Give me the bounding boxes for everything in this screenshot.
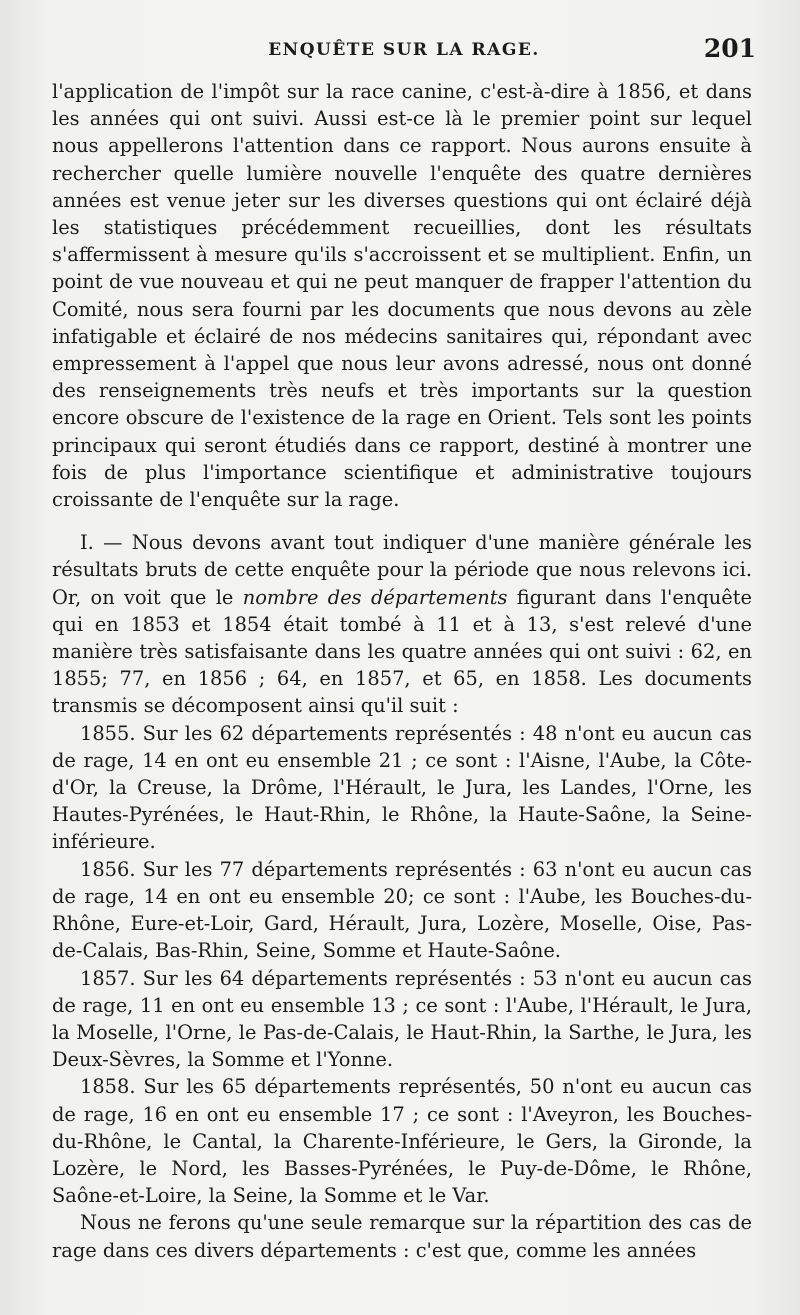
year-1858-paragraph: 1858. Sur les 65 départements représentés, 50 n'ont eu aucun cas de rage, 16 en ont eu ensemble 17 ; ce sont : l'Aveyron, les Bouches-du-Rhône, le Cantal, la Charente-Inférieure, le Gers, la Gironde, la Lozère, le Nord, les Basses-Pyrénées, le Puy-de-Dôme, le Rhône, Saône-et-Loire, la Seine, la Somme et le Var.	[52, 1075, 752, 1208]
page-body	[52, 78, 752, 1264]
section-1-paragraph	[52, 529, 752, 719]
year-1856-paragraph: 1856. Sur les 77 départements représentés : 63 n'ont eu aucun cas de rage, 14 en ont eu ensemble 20; ce sont : l'Aube, les Bouches-du-Rhône, Eure-et-Loir, Gard, Hérault, Jura, Lozère, Moselle, Oise, Pas-de-Calais, Bas-Rhin, Seine, Somme et Haute-Saône.	[52, 857, 752, 963]
year-1857-paragraph: 1857. Sur les 64 départements représentés : 53 n'ont eu aucun cas de rage, 11 en ont eu ensemble 13 ; ce sont : l'Aube, l'Hérault, le Jura, la Moselle, l'Orne, le Pas-de-Calais, le Haut-Rhin, la Sarthe, le Jura, les Deux-Sèvres, la Somme et l'Yonne.	[52, 966, 752, 1072]
section-1-text-b: figurant dans l'enquête qui en 1853 et 1854 était tombé à 11 et à 13, s'est relevé d'une manière très satisfaisante dans les quatre années qui ont suivi : 62, en 1855; 77, en 1856 ; 64, en 1857, et 65, en 1858. Les documents transmis se décomposent ainsi qu'il suit :	[52, 585, 752, 718]
section-1-italic: nombre des départements	[242, 585, 508, 609]
paragraph-gap	[52, 513, 752, 529]
intro-paragraph: l'application de l'impôt sur la race canine, c'est-à-dire à 1856, et dans les années qui ont suivi. Aussi est-ce là le premier point sur lequel nous appellerons l'attention dans ce rapport. Nous aurons ensuite à rechercher quelle lumière nouvelle l'enquête des quatre dernières années est venue jeter sur les diverses questions qui ont éclairé déjà les statistiques précédemment recueillies, dont les résultats s'affermissent à mesure qu'ils s'accroissent et se multiplient. Enfin, un point de vue nouveau et qui ne peut manquer de frapper l'attention du Comité, nous sera fourni par les documents que nous devons au zèle infatigable et éclairé de nos médecins sanitaires qui, répondant avec empressement à l'appel que nous leur avons adressé, nous ont donné des renseignements très neufs et très importants sur la question encore obscure de l'existence de la rage en Orient. Tels sont les points principaux qui seront étudiés dans ce rapport, destiné à montrer une fois de plus l'importance scientifique et administrative toujours croissante de l'enquête sur la rage.	[52, 80, 752, 512]
page-header	[52, 34, 756, 68]
section-1-text-a: I. — Nous devons avant tout indiquer d'une manière générale les résultats bruts de cette enquête pour la période que nous relevons ici. Or, on voit que le	[52, 531, 752, 609]
page-number: 201	[703, 34, 756, 63]
year-1855-paragraph: 1855. Sur les 62 départements représentés : 48 n'ont eu aucun cas de rage, 14 en ont eu ensemble 21 ; ce sont : l'Aisne, l'Aube, la Côte-d'Or, la Creuse, la Drôme, l'Hérault, le Jura, les Landes, l'Orne, les Hautes-Pyrénées, le Haut-Rhin, le Rhône, la Haute-Saône, la Seine-inférieure.	[52, 721, 752, 854]
running-title: ENQUÊTE SUR LA RAGE.	[268, 40, 540, 60]
closing-paragraph: Nous ne ferons qu'une seule remarque sur la répartition des cas de rage dans ces divers départements : c'est que, comme les années	[52, 1211, 752, 1262]
